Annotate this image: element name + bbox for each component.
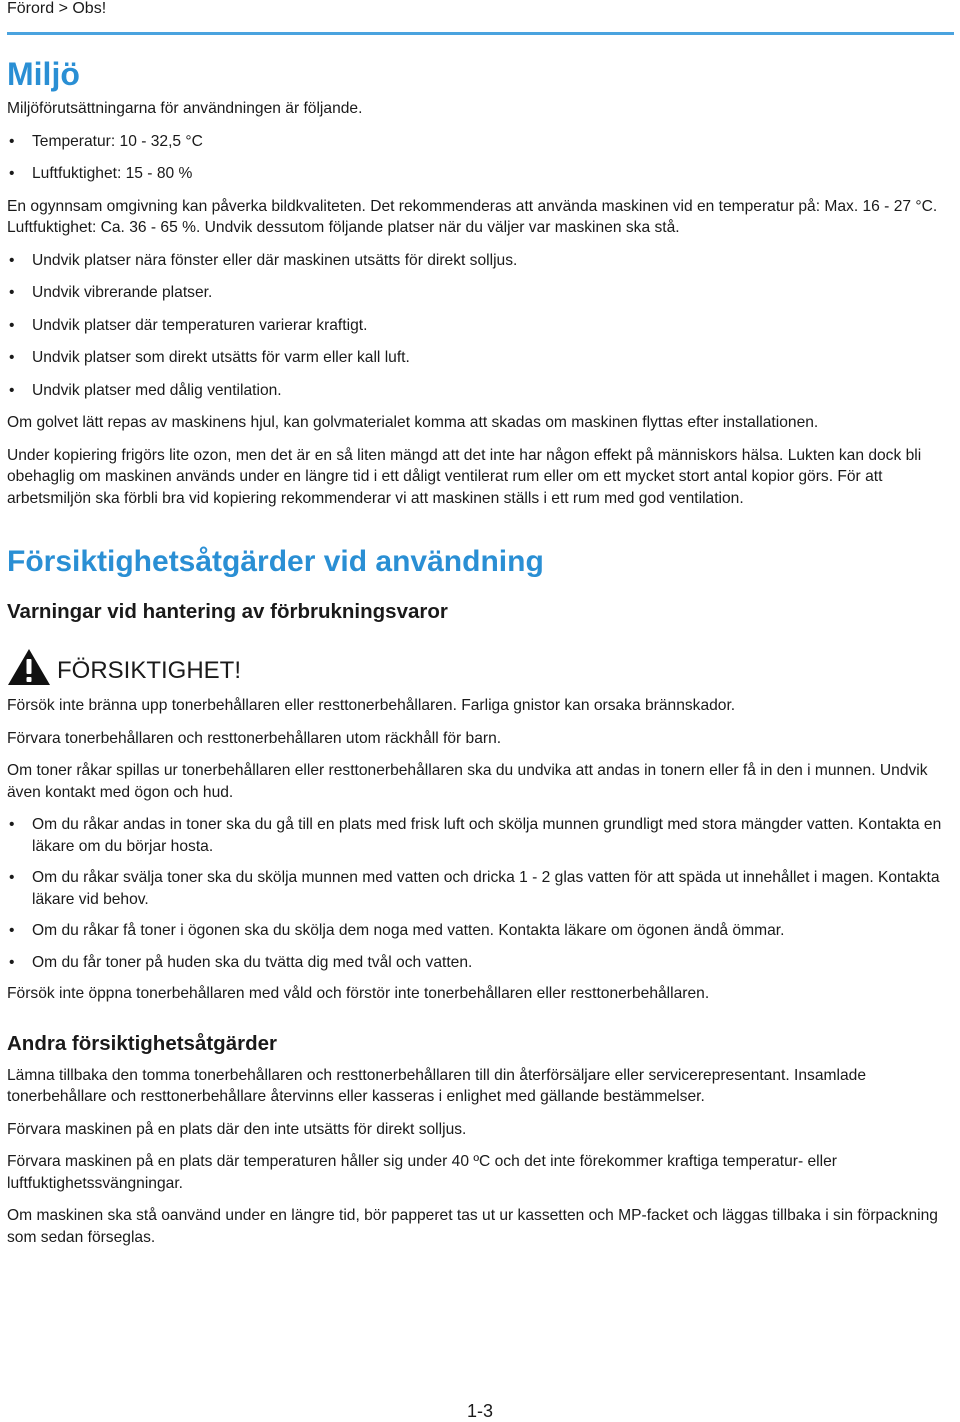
ozone-text: Under kopiering frigörs lite ozon, men det är en så liten mängd att det inte har någon effekt på människors hälsa. Lukten kan dock bli obehaglig om maskinen används under en längre tid i ett dåligt ventilerat rum eller om ett mycket stort antal kopior görs. För att arbetsmiljön ska förbli bra vid kopiering rekommenderar vi att maskinen ställs i ett rum med god ventilation. — [7, 446, 922, 507]
breadcrumb-separator: > — [54, 0, 73, 17]
floor-text: Om golvet lätt repas av maskinens hjul, kan golvmaterialet komma att skadas om maskinen flyttas efter installationen. — [7, 414, 819, 431]
breadcrumb — [7, 0, 106, 18]
environment-warning-text: En ogynnsam omgivning kan påverka bildkvaliteten. Det rekommenderas att använda maskinen vid en temperatur på: Max. 16 - 27 °C. Luftfuktighet: Ca. 36 - 65 %. Undvik dessutom följande platser när du väljer var maskinen ska stå. — [7, 197, 938, 236]
other-paragraph: Om maskinen ska stå oanvänd under en längre tid, bör papperet tas ut ur kassetten och MP-facket och läggas tillbaka i sin förpackning som sedan förseglas. — [7, 1207, 938, 1246]
precaution-paragraph: Om toner råkar spillas ur tonerbehållaren eller resttonerbehållaren ska du undvika att andas in tonern eller få in den i munnen. Undvik även kontakt med ögon och hud. — [7, 762, 928, 801]
section-title-precautions: Försiktighetsåtgärder vid användning — [7, 545, 544, 578]
conditions-list — [7, 131, 953, 185]
list-item: • Luftfuktighet: 15 - 80 % — [7, 163, 953, 185]
breadcrumb-parent-link[interactable]: Förord — [7, 0, 55, 17]
subsection-title-consumables: Varningar vid hantering av förbrukningsvaror — [7, 600, 448, 623]
list-item: • Undvik platser nära fönster eller där maskinen utsätts för direkt solljus. — [7, 250, 953, 272]
other-paragraph: Förvara maskinen på en plats där den inte utsätts för direkt solljus. — [7, 1120, 467, 1138]
warning-triangle-icon — [7, 648, 51, 686]
caution-label: FÖRSIKTIGHET! — [57, 657, 242, 684]
precaution-paragraph: Försök inte bränna upp tonerbehållaren eller resttonerbehållaren. Farliga gnistor kan orsaka brännskador. — [7, 697, 736, 714]
list-item: • Om du råkar andas in toner ska du gå till en plats med frisk luft och skölja munnen grundligt med stora mängder vatten. Kontakta en läkare om du börjar hosta. — [7, 814, 953, 857]
subsection-title-other: Andra försiktighetsåtgärder — [7, 1031, 277, 1055]
list-item: • Om du råkar få toner i ögonen ska du skölja dem noga med vatten. Kontakta läkare om ögonen ändå ömmar. — [7, 920, 953, 942]
breadcrumb-current-link[interactable]: Obs! — [72, 0, 107, 17]
other-paragraph: Lämna tillbaka den tomma tonerbehållaren och resttonerbehållaren till din återförsäljare eller servicerepresentant. Insamlade tonerbehållare och resttonerbehållare återvinns eller kasseras i enlighet med gällande bestämmelser. — [7, 1066, 866, 1105]
list-item: • Temperatur: 10 - 32,5 °C — [7, 131, 953, 153]
list-item: • Undvik platser som direkt utsätts för varm eller kall luft. — [7, 347, 953, 369]
page-content — [7, 54, 953, 1259]
list-item: • Om du råkar svälja toner ska du skölja munnen med vatten och dricka 1 - 2 glas vatten för att späda ut innehållet i magen. Kontakta läkare vid behov. — [7, 867, 953, 910]
caution-banner — [7, 647, 953, 687]
header-rule — [7, 32, 954, 35]
toner-exposure-list — [7, 814, 953, 973]
precaution-paragraph: Förvara tonerbehållaren och resttonerbehållaren utom räckhåll för barn. — [7, 729, 502, 747]
environment-intro: Miljöförutsättningarna för användningen är följande. — [7, 100, 363, 117]
list-item: • Undvik platser med dålig ventilation. — [7, 380, 953, 402]
section-title-environment: Miljö — [7, 56, 80, 92]
page-number — [0, 1400, 960, 1422]
other-paragraph: Förvara maskinen på en plats där temperaturen håller sig under 40 ºC och det inte förekommer kraftiga temperatur- eller luftfuktighetssvängningar. — [7, 1153, 837, 1192]
list-item: • Om du får toner på huden ska du tvätta dig med tvål och vatten. — [7, 952, 953, 974]
precaution-paragraph: Försök inte öppna tonerbehållaren med våld och förstör inte tonerbehållaren eller resttonerbehållaren. — [7, 985, 710, 1002]
list-item: • Undvik platser där temperaturen varierar kraftigt. — [7, 315, 953, 337]
list-item: • Undvik vibrerande platser. — [7, 282, 953, 304]
avoid-list — [7, 250, 953, 402]
page-number-text: 1-3 — [466, 1401, 493, 1421]
